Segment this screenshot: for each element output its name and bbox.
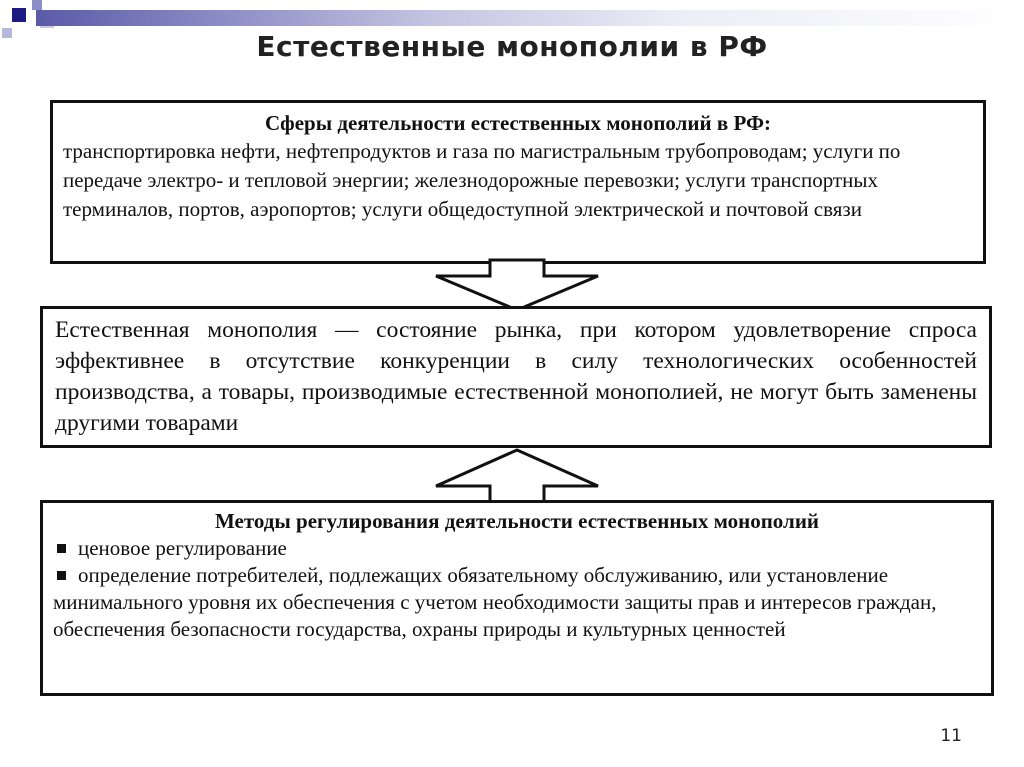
spheres-text: транспортировка нефти, нефтепродуктов и газа по магистральным трубопроводам; услуги по передаче электро- и тепловой энергии; железнодорожные перевозки; услуги транспортных терминалов, портов, аэропортов; услуги общедоступной электрической и почтовой связи xyxy=(63,139,901,221)
list-item-text: определение потребителей, подлежащих обязательному обслуживанию, или установление минимального уровня их обеспечения с учетом необходимости защиты прав и интересов граждан, обеспечения безопасности государства, охраны природы и культурных ценностей xyxy=(53,563,937,641)
spheres-heading: Сферы деятельности естественных монополий в РФ: xyxy=(265,111,771,135)
definition-text xyxy=(55,315,977,439)
page-title: Естественные монополии в РФ xyxy=(256,30,768,63)
up-arrow-icon xyxy=(432,446,602,506)
list-item xyxy=(53,562,981,643)
page-number: 11 xyxy=(940,726,962,746)
spheres-box xyxy=(50,100,986,264)
list-item-text: ценовое регулирование xyxy=(78,536,287,560)
corner-square-light xyxy=(32,0,42,10)
header-bar xyxy=(36,10,1024,26)
methods-box xyxy=(40,500,994,696)
definition-box xyxy=(40,306,992,448)
definition-body: — состояние рынка, при котором удовлетворение спроса эффективнее в отсутствие конкуренции в силу технологических особенностей производства, а товары, производимые естественной монополией, не могут быть заменены другими товарами xyxy=(55,317,977,436)
corner-square-dark xyxy=(12,8,26,22)
definition-term: Естественная монополия xyxy=(55,317,318,343)
methods-heading: Методы регулирования деятельности естественных монополий xyxy=(214,509,820,533)
bullet-icon xyxy=(57,571,66,580)
list-item xyxy=(53,535,981,562)
bullet-icon xyxy=(57,544,66,553)
